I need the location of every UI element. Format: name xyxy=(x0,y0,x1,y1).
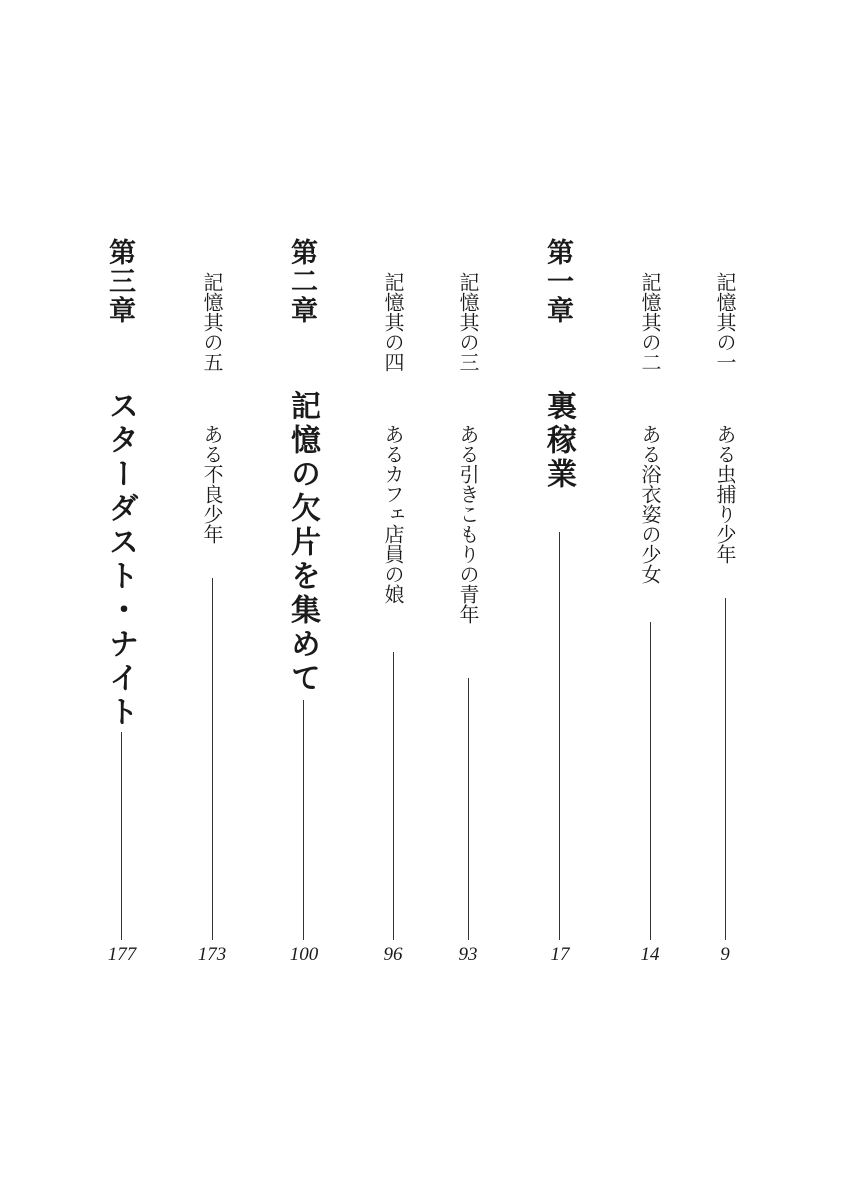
entry-title: ある引きこもりの青年 xyxy=(456,424,480,624)
page-number: 17 xyxy=(550,944,570,965)
chapter-label: 第一章 xyxy=(542,238,573,325)
leader-line xyxy=(303,700,304,940)
leader-line xyxy=(393,652,394,940)
entry-label: 記憶其の三 xyxy=(456,272,480,372)
leader-line xyxy=(468,678,469,940)
entry-label: 記憶其の四 xyxy=(381,272,405,372)
entry-label: 記憶其の二 xyxy=(638,272,662,372)
page-number: 9 xyxy=(720,944,730,965)
page-number: 173 xyxy=(197,944,227,965)
entry-title: ある不良少年 xyxy=(200,424,224,544)
chapter-title: 裏稼業 xyxy=(541,390,576,492)
chapter-label: 第二章 xyxy=(286,238,317,325)
entry-title: あるカフェ店員の娘 xyxy=(381,424,405,604)
leader-line xyxy=(725,598,726,940)
chapter-label: 第三章 xyxy=(104,238,135,325)
page-number: 14 xyxy=(640,944,660,965)
entry-label: 記憶其の五 xyxy=(200,272,224,372)
entry-label: 記憶其の一 xyxy=(713,272,737,372)
entry-title: ある浴衣姿の少女 xyxy=(638,424,662,584)
page-number: 177 xyxy=(107,944,137,965)
leader-line xyxy=(650,622,651,940)
page-number: 96 xyxy=(383,944,403,965)
entry-title: ある虫捕り少年 xyxy=(713,424,737,564)
leader-line xyxy=(559,532,560,940)
page-number: 100 xyxy=(289,944,319,965)
leader-line xyxy=(121,732,122,940)
chapter-title: 記憶の欠片を集めて xyxy=(285,390,320,696)
leader-line xyxy=(212,578,213,940)
chapter-title: スターダスト・ナイト xyxy=(103,390,138,730)
page-number: 93 xyxy=(458,944,478,965)
